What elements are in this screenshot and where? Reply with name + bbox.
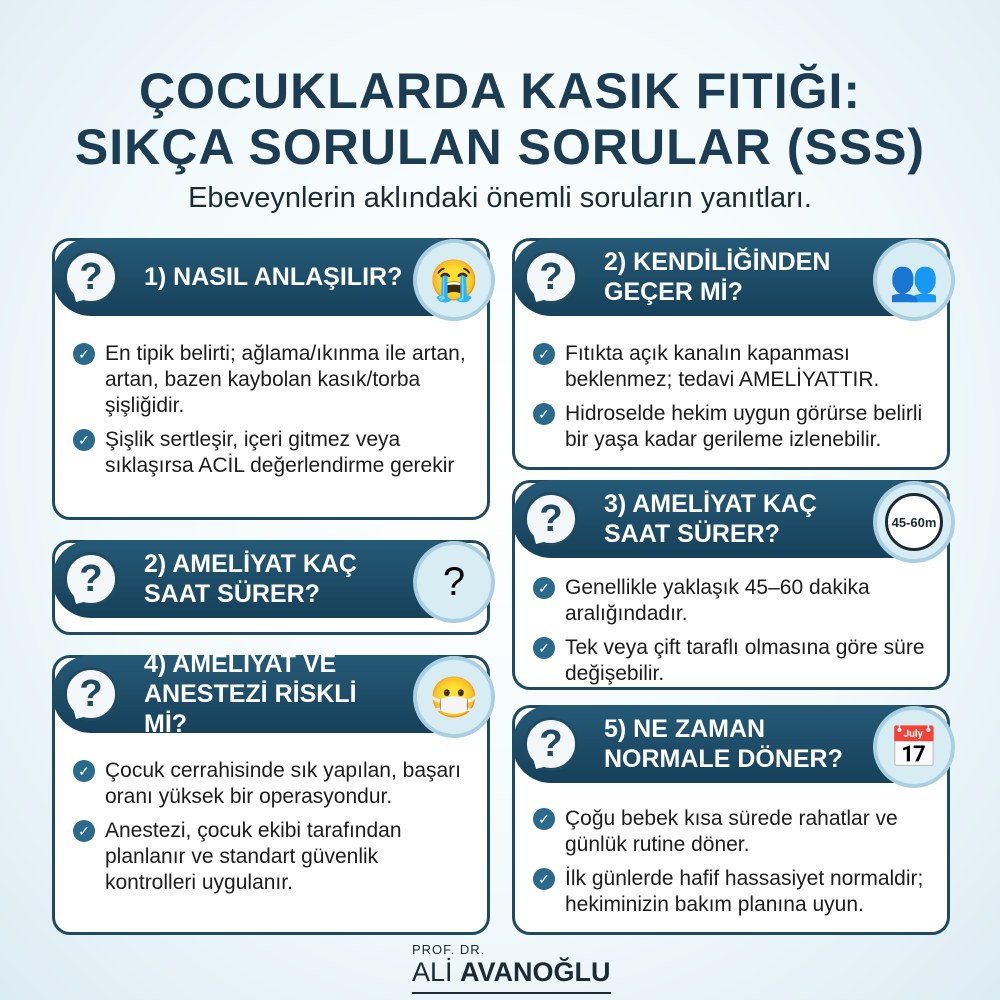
check-icon: ✓ — [533, 637, 555, 659]
item-text: Tek veya çift taraflı olmasına göre süre değişebilir. — [565, 636, 925, 685]
card-header — [52, 238, 447, 316]
card-items — [533, 575, 933, 695]
card-header — [512, 480, 907, 558]
title-line-2: SIKÇA SORULAN SORULAR (SSS) — [74, 119, 926, 175]
question-bubble-icon: ? — [64, 250, 118, 304]
check-icon: ✓ — [73, 429, 95, 451]
card-header — [52, 650, 447, 738]
card-items — [73, 341, 473, 487]
faq-card — [512, 238, 950, 470]
check-icon: ✓ — [73, 820, 95, 842]
crying-baby-icon: 😭 — [413, 239, 495, 321]
list-item — [73, 818, 473, 896]
question-bubble-icon: ? — [524, 492, 578, 546]
signature-prefix: PROF. DR. — [412, 942, 486, 957]
check-icon: ✓ — [533, 403, 555, 425]
faq-card — [52, 650, 490, 935]
faq-card — [52, 238, 490, 520]
list-item — [73, 758, 473, 810]
faq-card — [52, 540, 490, 635]
check-icon: ✓ — [533, 577, 555, 599]
clock-label: 45-60m — [885, 493, 943, 551]
list-item — [533, 635, 933, 687]
item-text: Çoğu bebek kısa sürede rahatlar ve günlük rutine döner. — [565, 807, 898, 856]
card-items — [533, 806, 933, 926]
list-item — [73, 341, 473, 419]
item-text: En tipik belirti; ağlama/ıkınma ile artan, artan, bazen kaybolan kasık/torba şişliğidir. — [105, 342, 466, 417]
title-line-1: ÇOCUKLARDA KASIK FITIĞI: — [138, 63, 862, 119]
item-text: Genellikle yaklaşık 45–60 dakika aralığındadır. — [565, 576, 870, 625]
check-icon: ✓ — [533, 808, 555, 830]
shield-question-icon: ? — [413, 541, 495, 623]
faq-card — [512, 480, 950, 690]
item-text: Şişlik sertleşir, içeri gitmez veya sıklaşırsa ACİL değerlendirme gerekir — [105, 428, 455, 477]
card-title: 3) AMELİYAT KAÇ SAAT SÜRER? — [604, 490, 817, 548]
card-title: 2) KENDİLİĞİNDEN GEÇER Mİ? — [604, 248, 831, 306]
clock-icon — [873, 481, 955, 563]
check-icon: ✓ — [73, 760, 95, 782]
signature — [412, 942, 611, 994]
question-bubble-icon: ? — [64, 552, 118, 606]
list-item — [533, 806, 933, 858]
people-discussion-icon: 👥 — [873, 239, 955, 321]
item-text: Hidroselde hekim uygun görürse belirli bir yaşa kadar gerileme izlenebilir. — [565, 402, 923, 451]
card-title: 1) NASIL ANLAŞILIR? — [144, 263, 403, 291]
card-items — [533, 341, 933, 461]
check-icon: ✓ — [533, 868, 555, 890]
check-icon: ✓ — [73, 343, 95, 365]
question-bubble-icon: ? — [524, 717, 578, 771]
item-text: Çocuk cerrahisinde sık yapılan, başarı oranı yüksek bir operasyondur. — [105, 759, 462, 808]
card-header — [512, 705, 907, 783]
item-text: İlk günlerde hafif hassasiyet normaldir; hekiminizin bakım planına uyun. — [565, 867, 924, 916]
card-header — [52, 540, 447, 618]
item-text: Anestezi, çocuk ekibi tarafından planlanır ve standart güvenlik kontrolleri uygulanır. — [105, 819, 402, 894]
check-icon: ✓ — [533, 343, 555, 365]
card-header — [512, 238, 907, 316]
question-bubble-icon: ? — [64, 667, 118, 721]
signature-last: AVANOĞLU — [460, 957, 611, 987]
shield-mask-icon: 😷 — [413, 656, 495, 738]
subtitle: Ebeveynlerin aklındaki önemli soruların yanıtları. — [188, 182, 812, 214]
list-item — [533, 575, 933, 627]
card-title: 2) AMELİYAT KAÇ SAAT SÜRER? — [144, 550, 357, 608]
list-item — [533, 866, 933, 918]
signature-first: ALİ — [412, 957, 453, 987]
list-item — [73, 427, 473, 479]
calendar-baby-icon: 📅 — [873, 706, 955, 788]
card-items — [73, 758, 473, 904]
card-title: 5) NE ZAMAN NORMALE DÖNER? — [604, 715, 843, 773]
question-bubble-icon: ? — [524, 250, 578, 304]
list-item — [533, 341, 933, 393]
faq-card — [512, 705, 950, 935]
list-item — [533, 401, 933, 453]
item-text: Fıtıkta açık kanalın kapanması beklenmez; tedavi AMELİYATTIR. — [565, 342, 880, 391]
card-title: 4) AMELİYAT VE ANESTEZİ RİSKLİ Mİ? — [144, 650, 357, 738]
